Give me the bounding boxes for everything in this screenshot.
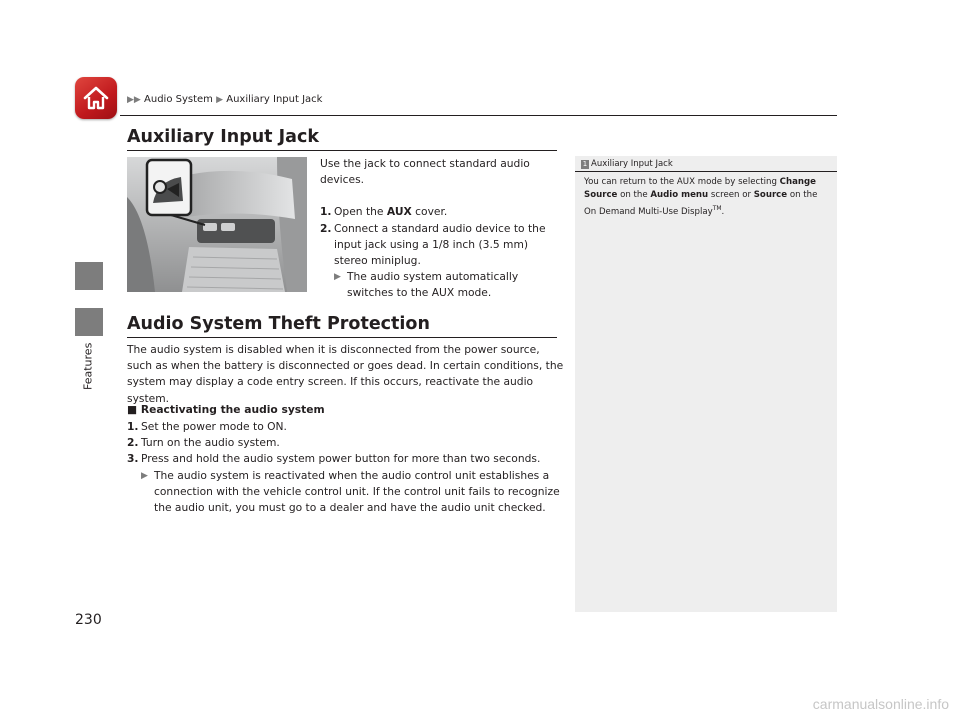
aux-step-1 — [320, 204, 560, 220]
step-text: cover. — [411, 205, 448, 219]
home-icon — [82, 84, 110, 112]
step-number: 2. — [127, 436, 139, 450]
triangle-right-icon: ▶▶ — [127, 95, 141, 105]
aux-step-2 — [320, 221, 560, 270]
note-text: You can return to the AUX mode by selecting — [584, 177, 780, 187]
trademark-mark: TM — [712, 205, 722, 212]
reactivation-step-1 — [127, 419, 567, 435]
step-text: Connect a standard audio device to the input jack using a 1/8 inch (3.5 mm) stereo miniplug. — [334, 221, 546, 268]
page-number: 230 — [75, 612, 102, 628]
triangle-right-icon: ▶ — [141, 470, 148, 481]
section-title-theft: Audio System Theft Protection — [127, 314, 430, 334]
aux-step-note — [320, 269, 560, 301]
change-source-label: Change Source — [584, 177, 816, 200]
header-divider — [120, 115, 837, 116]
note-text: . — [721, 206, 725, 217]
sidebar-note — [575, 156, 837, 612]
note-text: The audio system automatically switches to the AUX mode. — [347, 270, 519, 300]
sidebar-note-title — [581, 159, 673, 169]
section-tab-features[interactable] — [75, 308, 103, 336]
square-bullet-icon: ■ — [127, 403, 138, 416]
triangle-right-icon: ▶ — [216, 95, 224, 105]
triangle-right-icon: ▶ — [334, 272, 341, 283]
home-button[interactable] — [75, 77, 117, 119]
step-number: 1. — [320, 205, 332, 219]
aux-intro-text: Use the jack to connect standard audio devices. — [320, 157, 530, 187]
note-text: on the — [617, 190, 651, 200]
step-text: Set the power mode to ON. — [141, 420, 287, 433]
console-photo — [127, 157, 307, 292]
source-label: Source — [753, 190, 788, 200]
aux-label: AUX — [386, 205, 412, 219]
section-title-aux: Auxiliary Input Jack — [127, 127, 319, 147]
note-text: The audio system is reactivated when the audio control unit establishes a connection with the vehicle control unit. If the control unit fails to recognize the audio unit, you must go to a dealer and have the audio unit checked. — [154, 468, 560, 515]
step-number: 2. — [320, 221, 332, 235]
reactivation-step-3 — [127, 451, 567, 467]
title-underline — [127, 337, 557, 338]
subheading-text: Reactivating the audio system — [140, 403, 325, 416]
aux-instructions — [320, 156, 560, 302]
title-underline — [127, 150, 557, 151]
sidebar-divider — [575, 171, 837, 172]
reactivation-steps — [127, 419, 567, 516]
audio-menu-label: Audio menu — [650, 190, 709, 200]
reactivating-subheading — [127, 403, 325, 416]
reactivation-step-2 — [127, 435, 567, 451]
step-number: 3. — [127, 452, 139, 466]
sidebar-title-text: Auxiliary Input Jack — [591, 159, 673, 169]
theft-body-text: The audio system is disabled when it is disconnected from the power source, such as when the battery is disconnected or goes dead. In certain conditions, the system may display a code entry screen. If this occurs, reactivate the audio system. — [127, 343, 564, 405]
section-tab[interactable] — [75, 262, 103, 290]
breadcrumb — [127, 94, 322, 105]
step-text: Open the — [334, 205, 387, 219]
sidebar-note-text — [584, 176, 829, 219]
breadcrumb-item-current: Auxiliary Input Jack — [226, 94, 323, 105]
breadcrumb-item-audio-system[interactable]: Audio System — [144, 94, 213, 105]
reactivation-note — [127, 468, 567, 517]
note-badge: 1 — [582, 159, 588, 168]
step-text: Turn on the audio system. — [141, 436, 280, 450]
step-text: Press and hold the audio system power button for more than two seconds. — [141, 452, 541, 466]
step-number: 1. — [127, 420, 139, 433]
section-label: Features — [81, 342, 95, 390]
note-text: on the On Demand Multi-Use Display — [584, 190, 818, 217]
note-text: screen or — [708, 190, 754, 200]
watermark: carmanualsonline.info — [812, 696, 949, 712]
